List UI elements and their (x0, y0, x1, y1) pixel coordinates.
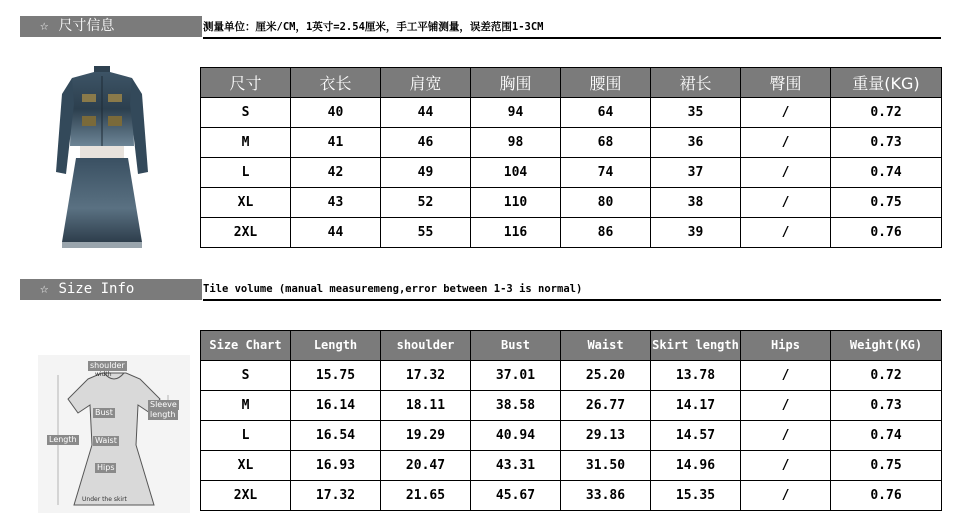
cell-skirt-length: 37 (651, 158, 741, 188)
cell-skirt-length: 14.57 (651, 421, 741, 451)
cell-length: 16.93 (291, 451, 381, 481)
cell-waist: 26.77 (561, 391, 651, 421)
size-table-en (200, 330, 942, 511)
header-size: 尺寸 (201, 68, 291, 98)
cell-weight: 0.75 (831, 188, 942, 218)
product-image (52, 64, 152, 252)
diagram-label-bust: Bust (95, 408, 113, 417)
table-row (201, 481, 942, 511)
cell-shoulder: 46 (381, 128, 471, 158)
cell-skirt-length: 13.78 (651, 361, 741, 391)
section-title-cn: 尺寸信息 (58, 18, 115, 34)
cell-shoulder: 55 (381, 218, 471, 248)
cell-length: 44 (291, 218, 381, 248)
diagram-label-under-skirt: Under the skirt (82, 496, 127, 503)
cell-bust: 116 (471, 218, 561, 248)
header-skirt-length: Skirt length (651, 331, 741, 361)
cell-length: 40 (291, 98, 381, 128)
cell-weight: 0.72 (831, 98, 942, 128)
cell-size: XL (201, 188, 291, 218)
cell-weight: 0.76 (831, 218, 942, 248)
cell-size: S (201, 98, 291, 128)
header-shoulder: shoulder (381, 331, 471, 361)
cell-hips: / (741, 158, 831, 188)
header-waist: 腰围 (561, 68, 651, 98)
cell-waist: 80 (561, 188, 651, 218)
cell-size: M (201, 128, 291, 158)
header-size-chart: Size Chart (201, 331, 291, 361)
cell-skirt-length: 36 (651, 128, 741, 158)
cell-waist: 25.20 (561, 361, 651, 391)
cell-shoulder: 49 (381, 158, 471, 188)
cell-waist: 29.13 (561, 421, 651, 451)
star-outline-icon: ☆ (40, 18, 49, 34)
table-row (201, 98, 942, 128)
cell-bust: 104 (471, 158, 561, 188)
table-row (201, 421, 942, 451)
cell-skirt-length: 14.96 (651, 451, 741, 481)
cell-bust: 37.01 (471, 361, 561, 391)
diagram-label-hips: Hips (97, 463, 115, 472)
diagram-label-shoulder: shoulder (90, 361, 125, 370)
cell-shoulder: 52 (381, 188, 471, 218)
cell-bust: 38.58 (471, 391, 561, 421)
section-header-cn (20, 16, 202, 37)
cell-size: L (201, 421, 291, 451)
cell-weight: 0.72 (831, 361, 942, 391)
table-row (201, 361, 942, 391)
table-row (201, 218, 942, 248)
header-skirt-length: 裙长 (651, 68, 741, 98)
measurement-note-en: Tile volume (manual measuremeng,error between 1-3 is normal) (203, 280, 941, 301)
cell-skirt-length: 35 (651, 98, 741, 128)
cell-skirt-length: 39 (651, 218, 741, 248)
cell-skirt-length: 15.35 (651, 481, 741, 511)
cell-bust: 45.67 (471, 481, 561, 511)
cell-length: 43 (291, 188, 381, 218)
diagram-label-sleeve: Sleeve (150, 400, 177, 409)
diagram-label-width: width (95, 371, 112, 378)
cell-size: L (201, 158, 291, 188)
cell-bust: 43.31 (471, 451, 561, 481)
header-length: Length (291, 331, 381, 361)
table-row (201, 391, 942, 421)
cell-waist: 33.86 (561, 481, 651, 511)
cell-shoulder: 20.47 (381, 451, 471, 481)
cell-shoulder: 44 (381, 98, 471, 128)
cell-waist: 31.50 (561, 451, 651, 481)
cell-shoulder: 19.29 (381, 421, 471, 451)
cell-waist: 64 (561, 98, 651, 128)
cell-bust: 98 (471, 128, 561, 158)
cell-hips: / (741, 391, 831, 421)
cell-size: XL (201, 451, 291, 481)
cell-hips: / (741, 451, 831, 481)
cell-weight: 0.75 (831, 451, 942, 481)
table-row (201, 128, 942, 158)
header-bust: 胸围 (471, 68, 561, 98)
diagram-label-sleeve-length: length (150, 410, 176, 419)
cell-length: 41 (291, 128, 381, 158)
measurement-note-cn: 测量单位：厘米/CM，1英寸=2.54厘米，手工平铺测量，误差范围1-3CM (203, 18, 941, 39)
section-title-en: Size Info (58, 281, 135, 297)
cell-hips: / (741, 361, 831, 391)
header-weight: 重量(KG) (831, 68, 942, 98)
cell-shoulder: 17.32 (381, 361, 471, 391)
table-row (201, 188, 942, 218)
cell-size: M (201, 391, 291, 421)
header-waist: Waist (561, 331, 651, 361)
cell-hips: / (741, 481, 831, 511)
cell-size: 2XL (201, 481, 291, 511)
cell-skirt-length: 38 (651, 188, 741, 218)
cell-length: 17.32 (291, 481, 381, 511)
cell-length: 16.14 (291, 391, 381, 421)
cell-size: S (201, 361, 291, 391)
cell-weight: 0.73 (831, 391, 942, 421)
cell-weight: 0.74 (831, 158, 942, 188)
diagram-label-length: Length (49, 435, 77, 444)
cell-waist: 86 (561, 218, 651, 248)
cell-bust: 110 (471, 188, 561, 218)
diagram-label-waist: Waist (95, 436, 117, 445)
header-shoulder: 肩宽 (381, 68, 471, 98)
cell-length: 16.54 (291, 421, 381, 451)
header-weight: Weight(KG) (831, 331, 942, 361)
header-hips: 臀围 (741, 68, 831, 98)
section-header-en (20, 279, 202, 300)
cell-hips: / (741, 421, 831, 451)
table-header-row (201, 68, 942, 98)
cell-weight: 0.76 (831, 481, 942, 511)
table-row (201, 451, 942, 481)
cell-hips: / (741, 188, 831, 218)
cell-waist: 74 (561, 158, 651, 188)
cell-shoulder: 21.65 (381, 481, 471, 511)
cell-bust: 40.94 (471, 421, 561, 451)
table-row (201, 158, 942, 188)
cell-shoulder: 18.11 (381, 391, 471, 421)
header-length: 衣长 (291, 68, 381, 98)
cell-bust: 94 (471, 98, 561, 128)
header-bust: Bust (471, 331, 561, 361)
cell-hips: / (741, 218, 831, 248)
measurement-diagram (38, 355, 190, 513)
cell-hips: / (741, 98, 831, 128)
cell-length: 15.75 (291, 361, 381, 391)
cell-hips: / (741, 128, 831, 158)
cell-waist: 68 (561, 128, 651, 158)
table-header-row (201, 331, 942, 361)
cell-size: 2XL (201, 218, 291, 248)
cell-weight: 0.73 (831, 128, 942, 158)
cell-skirt-length: 14.17 (651, 391, 741, 421)
cell-length: 42 (291, 158, 381, 188)
cell-weight: 0.74 (831, 421, 942, 451)
star-outline-icon: ☆ (40, 281, 49, 297)
header-hips: Hips (741, 331, 831, 361)
size-table-cn (200, 67, 942, 248)
